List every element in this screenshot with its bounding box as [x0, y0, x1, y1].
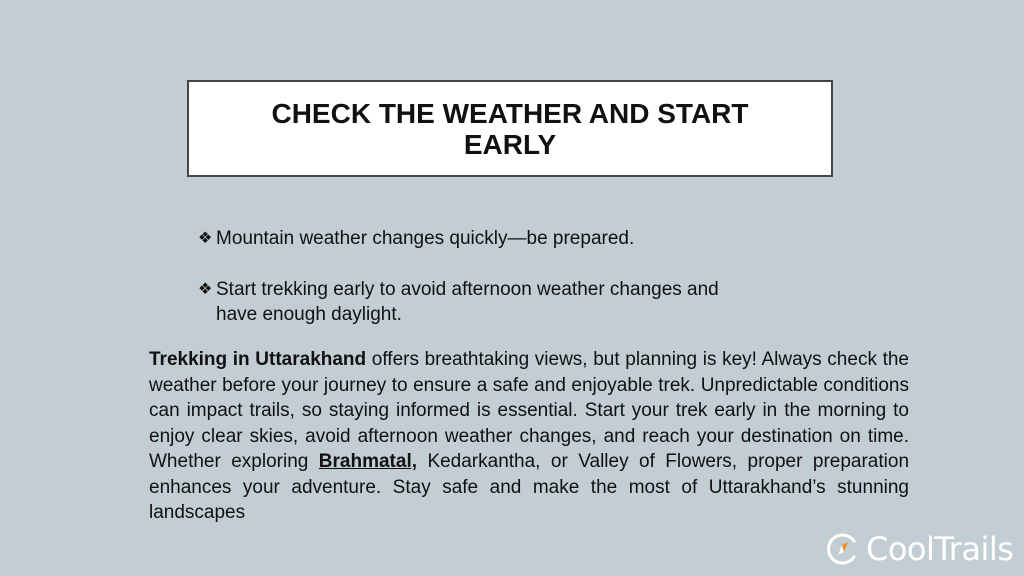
bullet-text: Start trekking early to avoid afternoon weather changes and have enough daylight. [216, 279, 719, 325]
body-paragraph [149, 347, 909, 526]
logo-text: CoolTrails [866, 530, 1014, 568]
brahmatal-link[interactable]: Brahmatal, [318, 451, 417, 472]
slide-title: CHECK THE WEATHER AND START EARLY [271, 97, 749, 160]
paragraph-text-2: Kedarkantha, or Valley of Flowers, proper preparation enhances your adventure. Stay safe and make the most of Uttarakhand’s stunning landscapes [149, 451, 910, 523]
bullet-item [198, 277, 758, 327]
diamond-bullet-icon: ❖ [198, 281, 213, 298]
compass-icon [824, 531, 860, 567]
paragraph-lead: Trekking in Uttarakhand [149, 349, 367, 370]
bullet-text: Mountain weather changes quickly—be prepared. [216, 228, 635, 249]
cooltrails-logo [824, 530, 1013, 568]
bullet-list [198, 226, 758, 353]
paragraph-text-1: offers breathtaking views, but planning is key! Always check the weather before your journey to ensure a safe and enjoyable trek. Unpredictable conditions can impact trails, so staying informed is essential. Start your trek early in the morning to enjoy clear skies, avoid afternoon weather changes, and reach your destination on time. Whether exploring [149, 349, 909, 472]
diamond-bullet-icon: ❖ [198, 230, 213, 247]
title-box [187, 80, 833, 177]
bullet-item [198, 226, 758, 251]
